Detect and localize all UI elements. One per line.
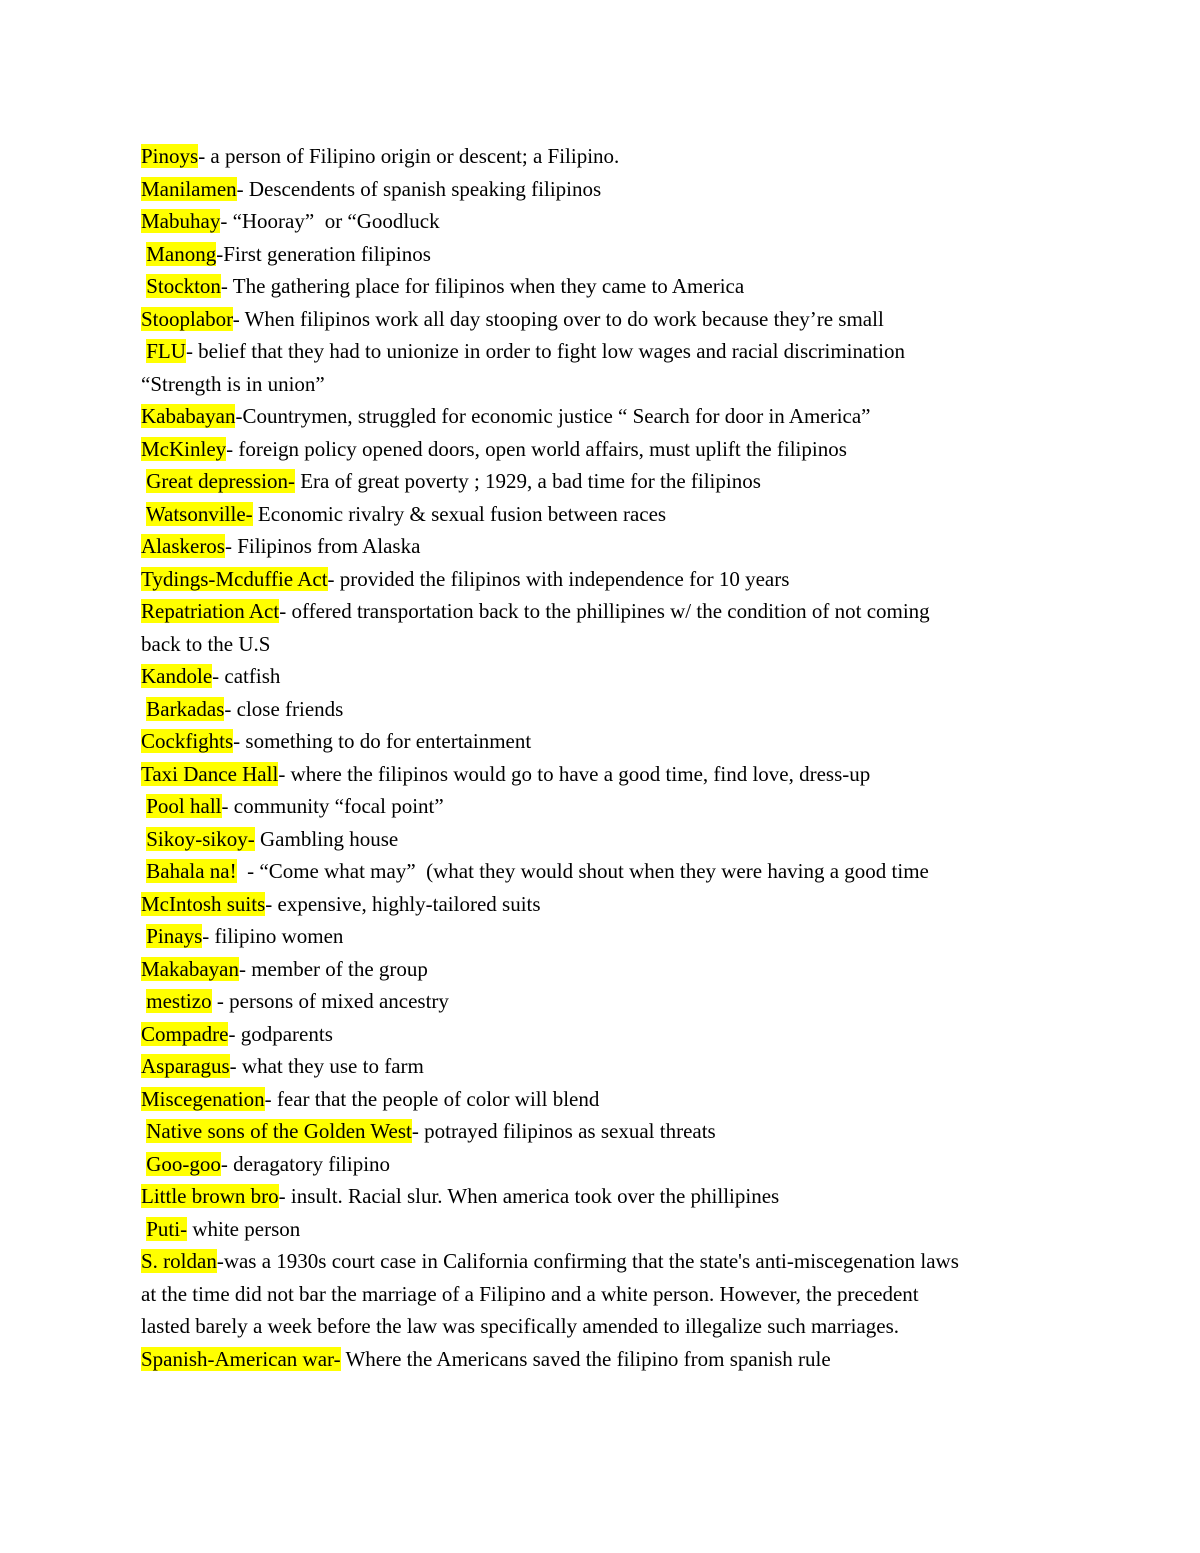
glossary-line [141, 270, 1071, 303]
glossary-term: Makabayan [141, 956, 239, 981]
glossary-definition: - godparents [228, 1021, 333, 1046]
glossary-term: Manong [146, 241, 217, 266]
glossary-term: Pool hall [146, 794, 222, 818]
glossary-line [141, 173, 1071, 206]
glossary-definition: - foreign policy opened doors, open world affairs, must uplift the filipinos [226, 436, 847, 461]
glossary-definition: Economic rivalry & sexual fusion between races [252, 501, 667, 526]
glossary-term: FLU [146, 339, 186, 363]
glossary-definition: - Filipinos from Alaska [224, 534, 421, 558]
glossary-line [141, 335, 1071, 368]
glossary-term: Taxi Dance Hall [141, 761, 279, 786]
glossary-term: McIntosh suits [141, 891, 266, 916]
glossary-line [141, 368, 1071, 401]
glossary-line [141, 1180, 1071, 1213]
glossary-definition: Era of great poverty ; 1929, a bad time for the filipinos [294, 469, 761, 493]
glossary-definition: “Strength is in union” [141, 371, 325, 396]
glossary-term: Great depression- [146, 469, 295, 493]
glossary-term: Stockton [146, 274, 221, 298]
glossary-line [141, 498, 1071, 531]
glossary-definition: - belief that they had to unionize in order to fight low wages and racial discrimination [185, 339, 905, 363]
glossary-line [141, 985, 1071, 1018]
glossary-definition: - something to do for entertainment [233, 729, 532, 753]
glossary-definition: - community “focal point” [221, 794, 444, 818]
glossary-line [141, 953, 1071, 986]
glossary-line [141, 595, 1071, 628]
glossary-line [141, 1343, 1071, 1376]
glossary-line [141, 1050, 1071, 1083]
glossary-definition: - insult. Racial slur. When america took over the phillipines [278, 1184, 780, 1208]
glossary-definition: back to the U.S [141, 631, 271, 656]
glossary-definition: lasted barely a week before the law was specifically amended to illegalize such marriages. [141, 1314, 899, 1338]
glossary-line [141, 205, 1071, 238]
glossary-term: Pinays [146, 924, 203, 948]
glossary-definition: white person [187, 1216, 301, 1241]
glossary-term: Native sons of the Golden West [146, 1119, 412, 1143]
glossary-line [141, 465, 1071, 498]
glossary-term: Repatriation Act [141, 599, 280, 623]
glossary-line [141, 400, 1071, 433]
glossary-definition: - The gathering place for filipinos when they came to America [220, 274, 745, 298]
glossary-definition: Where the Americans saved the filipino from spanish rule [340, 1346, 831, 1371]
glossary-line [141, 563, 1071, 596]
glossary-term: Goo-goo [146, 1151, 221, 1176]
glossary-definition: - what they use to farm [229, 1054, 424, 1078]
glossary-line [141, 888, 1071, 921]
glossary-term: Little brown bro [141, 1184, 279, 1208]
glossary-term: Tydings-Mcduffie Act [141, 566, 328, 591]
glossary-definition: -First generation filipinos [216, 241, 431, 266]
glossary-line [141, 530, 1071, 563]
glossary-term: Miscegenation [141, 1086, 265, 1111]
glossary-definition: - “Hooray” or “Goodluck [220, 209, 440, 233]
glossary-definition: - “Come what may” (what they would shout when they were having a good time [236, 859, 929, 883]
glossary-definition: Gambling house [254, 826, 399, 851]
glossary-definition: - Descendents of spanish speaking filipinos [236, 176, 602, 201]
glossary-term: Watsonville- [145, 501, 253, 526]
glossary-term: mestizo [146, 989, 212, 1013]
glossary-term: Puti- [146, 1216, 188, 1241]
glossary-line [141, 920, 1071, 953]
glossary-line [141, 1213, 1071, 1246]
glossary-definition: - persons of mixed ancestry [211, 989, 449, 1013]
glossary-term: Alaskeros [141, 534, 225, 558]
glossary-line [141, 1115, 1071, 1148]
glossary-term: McKinley [141, 436, 227, 461]
glossary-term: Stooplabor [141, 306, 233, 331]
glossary-line [141, 823, 1071, 856]
glossary-line [141, 1310, 1071, 1343]
glossary-definition: - provided the filipinos with independence for 10 years [327, 566, 790, 591]
glossary-line [141, 238, 1071, 271]
glossary-line [141, 855, 1071, 888]
glossary-definition: - fear that the people of color will blend [264, 1086, 600, 1111]
glossary-line [141, 303, 1071, 336]
glossary-definition: - close friends [224, 696, 344, 721]
document-page [141, 140, 1071, 1375]
glossary-term: Kababayan [141, 404, 236, 428]
glossary-definition: - where the filipinos would go to have a good time, find love, dress-up [278, 761, 871, 786]
glossary-term: Bahala na! [146, 859, 237, 883]
glossary-line [141, 725, 1071, 758]
glossary-definition: at the time did not bar the marriage of a Filipino and a white person. However, the precedent [141, 1281, 919, 1306]
glossary-term: S. roldan [141, 1249, 217, 1273]
glossary-definition: - filipino women [202, 924, 344, 948]
glossary-definition: -was a 1930s court case in California confirming that the state's anti-miscegenation laws [216, 1249, 959, 1273]
glossary-line [141, 1278, 1071, 1311]
glossary-line [141, 660, 1071, 693]
glossary-term: Mabuhay [141, 209, 221, 233]
glossary-definition: - deragatory filipino [220, 1151, 391, 1176]
glossary-definition: - When filipinos work all day stooping over to do work because they’re small [232, 306, 884, 331]
glossary-line [141, 1083, 1071, 1116]
glossary-definition: - a person of Filipino origin or descent; a Filipino. [198, 144, 620, 168]
glossary-definition: - member of the group [238, 956, 428, 981]
glossary-definition: - catfish [212, 664, 281, 688]
glossary-line [141, 140, 1071, 173]
glossary-term: Asparagus [141, 1054, 230, 1078]
glossary-line [141, 1148, 1071, 1181]
glossary-definition: - offered transportation back to the phillipines w/ the condition of not coming [279, 599, 930, 623]
glossary-term: Sikoy-sikoy- [146, 826, 255, 851]
glossary-line [141, 628, 1071, 661]
glossary-definition: -Countrymen, struggled for economic justice “ Search for door in America” [235, 404, 871, 428]
glossary-term: Compadre [141, 1021, 229, 1046]
glossary-term: Spanish-American war- [141, 1346, 341, 1371]
glossary-term: Kandole [141, 664, 213, 688]
glossary-line [141, 790, 1071, 823]
glossary-line [141, 1245, 1071, 1278]
glossary-term: Barkadas [146, 696, 225, 721]
glossary-term: Manilamen [141, 176, 237, 201]
glossary-term: Pinoys [141, 144, 199, 168]
glossary-line [141, 758, 1071, 791]
glossary-line [141, 693, 1071, 726]
glossary-definition: - expensive, highly-tailored suits [265, 891, 541, 916]
glossary-definition: - potrayed filipinos as sexual threats [411, 1119, 716, 1143]
glossary-line [141, 433, 1071, 466]
glossary-term: Cockfights [141, 729, 234, 753]
glossary-line [141, 1018, 1071, 1051]
